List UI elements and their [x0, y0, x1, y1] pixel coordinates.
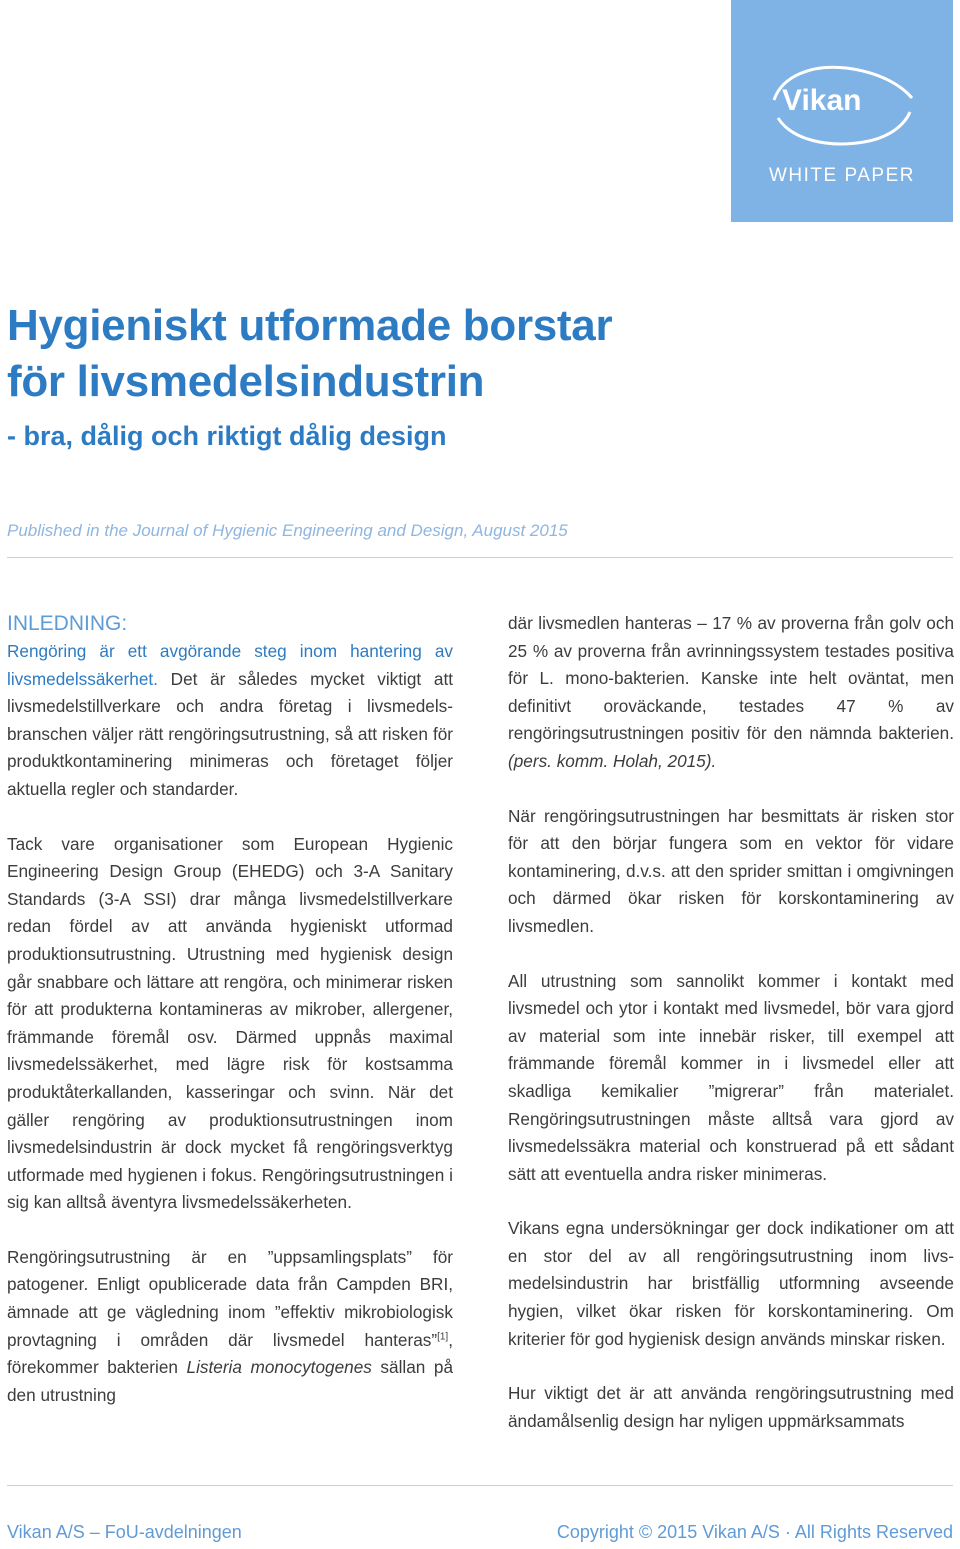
- p3-sentence-a: Rengöringsutrustning är en ”uppsamlingsplats” för patogener.: [7, 1246, 453, 1295]
- vikan-logo-block: [731, 0, 953, 222]
- species-name: Listeria monocytogenes: [186, 1357, 372, 1378]
- p2-sentence-b: Utrustning med hygienisk design går snabbare och lättare att rengöra, och minimerar risken för att produkterna kontamineras av mikrober, allergener, främmande föremål osv.: [7, 943, 453, 1047]
- vikan-wordmark: Vikan: [782, 84, 862, 117]
- paragraph-3: [7, 1244, 453, 1410]
- document-title: [7, 298, 612, 410]
- p2-sentence-a: Tack vare organisationer som European Hygienic Engineering Design Group (EHEDG) och 3-A Sanitary Standards (3-A SSI) drar många livsmedelstillverkare redan fördel av att använda hygieniskt utformad produktionsutrustning.: [7, 833, 453, 964]
- section-heading: INLEDNING:: [7, 612, 128, 635]
- footer-department: Vikan A/S – FoU-avdelningen: [7, 1522, 242, 1542]
- p3-sentence-d: sällan på den utrustning: [7, 1357, 454, 1405]
- p2-sentence-e: Rengöringsutrustningen i sig kan alltså äventyra livsmedelssäkerheten.: [7, 1164, 453, 1213]
- reference-marker: [1]: [437, 1330, 449, 1342]
- paragraph-2: [7, 831, 453, 1217]
- white-paper-label: WHITE PAPER: [769, 165, 915, 186]
- r-p1-citation: (pers. komm. Holah, 2015).: [508, 750, 717, 771]
- intro-text: Det är således mycket viktigt att livsmedelstillverkare och andra företag i livsmedelsbranschen väljer rätt rengöringsutrustning, så att risken för produktkontaminering minimeras och företaget följer aktuella regler och standarder.: [7, 668, 453, 799]
- p3-sentence-b: Enligt opublicerade data från Campden BRI, ämnade att ge vägledning inom ”effektiv mikrobiologisk provtagning i områden där livsmedel hanteras”: [7, 1274, 453, 1350]
- p2-sentence-d: När det gäller rengöring av produktionsutrustningen inom livsmedelsindustrin är dock mycket få rengöringsverktyg utformade med hygienen i fokus.: [7, 1081, 453, 1185]
- intro-paragraph: [7, 638, 453, 804]
- vikan-logo-icon: [768, 60, 918, 150]
- right-paragraph-4: Vikans egna undersökningar ger dock indikationer om att en stor del av all rengöringsutrustning inom livsmedelsindustrin har bristfällig utformning avseende hygien, vilket ökar risken för korskontaminering. Om kriterier för god hygienisk design används minskar risken.: [508, 1218, 954, 1349]
- right-column: [508, 610, 954, 1462]
- title-line-2: för livsmedelsindustrin: [7, 357, 485, 406]
- p2-sentence-c: Därmed uppnås maximal livsmedelssäkerhet, med lägre risk för kostsamma produktåterkallanden, kasseringar och svinn.: [7, 1026, 454, 1102]
- right-paragraph-3: All utrustning som sannolikt kommer i kontakt med livsmedel och ytor i kontakt med livsmedel, bör vara gjord av material som inte innebär risker, till exempel att främmande föremål kommer in i livsmedel eller att skadliga kemikalier ”migrerar” från materialet. Rengöringsutrustningen måste alltså vara gjord av livsmedelssäkra material och konstruerad på ett sådant sätt att eventuella andra risker minimeras.: [508, 970, 954, 1184]
- r-p1-b: Kanske inte helt oväntat, men definitivt oroväckande, testades 47 % av rengöringsutrustningen positiv för den nämnda bakterien.: [508, 668, 955, 744]
- title-line-1: Hygieniskt utformade borstar: [7, 301, 613, 350]
- right-paragraph-5: Hur viktigt det är att använda rengöringsutrustning med ändamålsenlig design har nyligen uppmärksammats: [508, 1383, 954, 1431]
- footer-divider: [7, 1485, 953, 1486]
- header-divider: [7, 557, 953, 558]
- intro-lead: Rengöring är ett avgörande steg inom hantering av livsmedelssäkerhet.: [7, 641, 453, 689]
- r-p1-a: där livsmedlen hanteras – 17 % av proverna från golv och 25 % av proverna från avrinningssystem testades positiva för L. mono-bakterien.: [508, 613, 954, 689]
- publication-note: Published in the Journal of Hygienic Engineering and Design, August 2015: [7, 521, 568, 540]
- right-paragraph-1: [508, 610, 954, 776]
- p3-sentence-c: , förekommer bakterien: [7, 1329, 453, 1378]
- document-subtitle: - bra, dålig och riktigt dålig design: [7, 421, 447, 451]
- footer-copyright: Copyright © 2015 Vikan A/S · All Rights Reserved: [556, 1522, 953, 1542]
- left-column: [7, 610, 453, 1436]
- right-paragraph-2: När rengöringsutrustningen har besmittats är risken stor för att den börjar fungera som en vektor för vidare kontaminering, d.v.s. att den sprider smittan i omgivningen och därmed ökar risken för korskontaminering av livsmedlen.: [508, 805, 954, 936]
